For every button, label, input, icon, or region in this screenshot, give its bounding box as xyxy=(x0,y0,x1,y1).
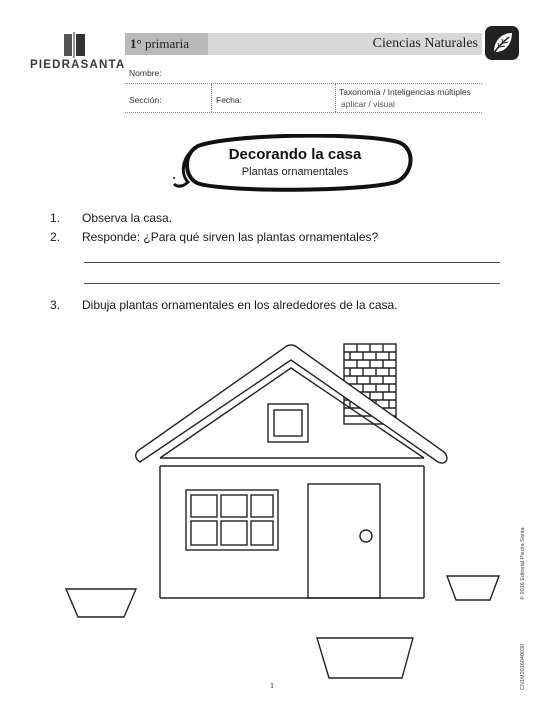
taxonomy-label: Taxonomía / Inteligencias múltiples xyxy=(339,87,471,97)
name-line[interactable] xyxy=(125,83,482,84)
instruction-text: Responde: ¿Para qué sirven las plantas ornamentales? xyxy=(82,230,379,244)
flower-pot xyxy=(317,638,413,678)
worksheet-title: Decorando la casa xyxy=(228,146,362,163)
front-door xyxy=(308,484,380,598)
book-logo-icon xyxy=(64,32,86,58)
form-bottom-line xyxy=(125,112,482,113)
date-label: Fecha: xyxy=(216,95,242,105)
flower-pot xyxy=(66,589,136,617)
product-code: CN1M2016040030 xyxy=(520,643,526,690)
answer-line[interactable] xyxy=(84,262,500,263)
taxonomy-value: aplicar / visual xyxy=(341,99,395,109)
title-cloud-shape xyxy=(170,134,415,192)
subject-title: Ciencias Naturales xyxy=(372,36,478,51)
instruction-number: 3. xyxy=(50,298,61,312)
front-window xyxy=(186,490,278,550)
worksheet-subtitle: Plantas ornamentales xyxy=(241,166,349,178)
name-label: Nombre: xyxy=(129,68,162,78)
instruction-text: Dibuja plantas ornamentales en los alrededores de la casa. xyxy=(82,298,398,312)
grade-suffix: primaria xyxy=(144,36,189,51)
form-separator xyxy=(335,84,336,112)
section-label: Sección: xyxy=(129,95,162,105)
instruction-number: 2. xyxy=(50,230,61,244)
leaf-icon xyxy=(484,25,520,61)
logo-text: PIEDRASANTA xyxy=(30,59,126,71)
answer-line[interactable] xyxy=(84,283,500,284)
instruction-number: 1. xyxy=(50,211,61,225)
grade-number: 1° xyxy=(130,36,142,51)
copyright-note: © 2016 Editorial Piedra Santa xyxy=(520,527,526,600)
page-number: 1 xyxy=(270,681,274,690)
grade-label xyxy=(130,36,189,52)
form-separator xyxy=(211,84,212,112)
instruction-text: Observa la casa. xyxy=(82,211,173,225)
flower-pot xyxy=(447,576,499,600)
house-drawing xyxy=(0,330,550,690)
